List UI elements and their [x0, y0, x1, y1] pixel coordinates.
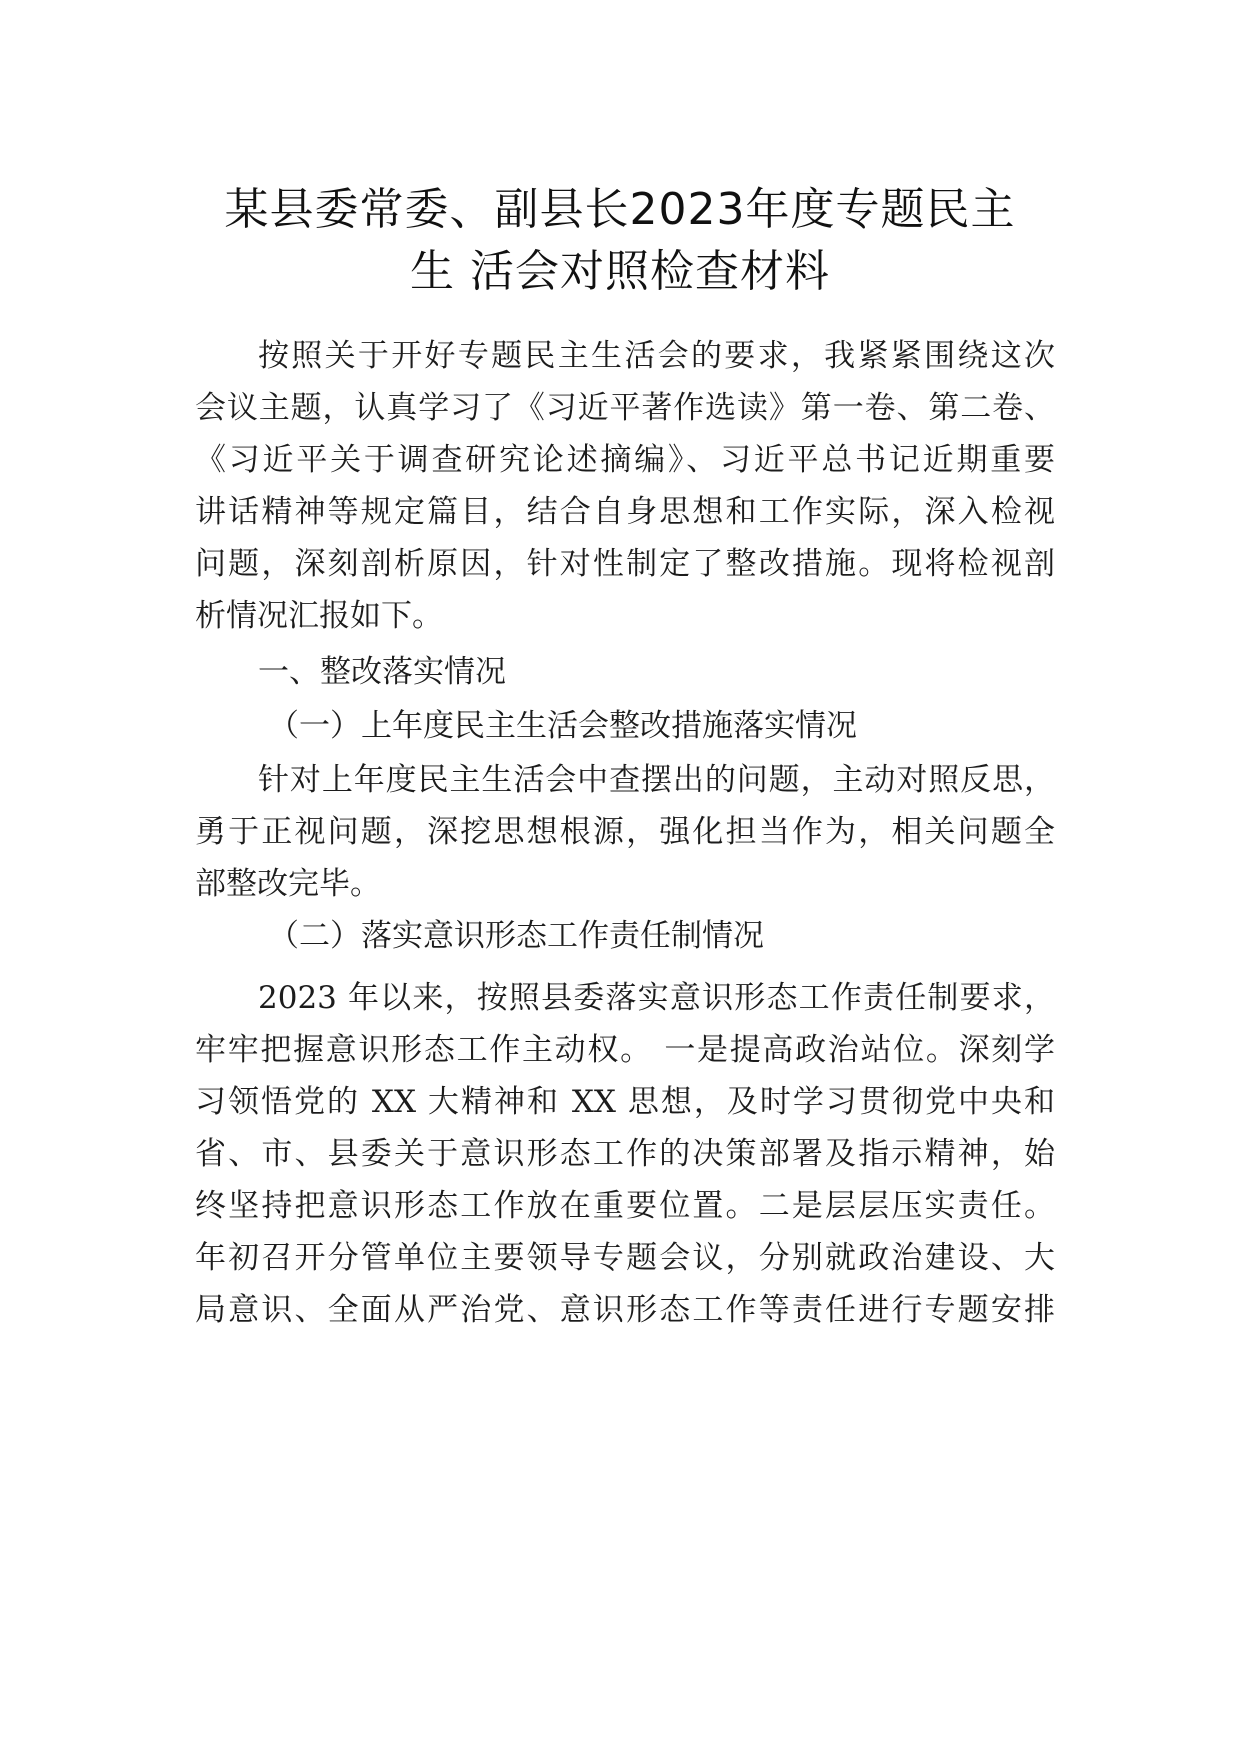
intro-line: 问题，深刻剖析原因，针对性制定了整改措施。现将检视剖 — [195, 546, 1055, 582]
subsection-heading: （二）落实意识形态工作责任制情况 — [268, 918, 764, 954]
paragraph-line: 针对上年度民主生活会中查摆出的问题，主动对照反思， — [258, 762, 1055, 798]
paragraph-line: 勇于正视问题，深挖思想根源，强化担当作为，相关问题全 — [195, 814, 1055, 850]
paragraph-line: 牢牢把握意识形态工作主动权。 一是提高政治站位。深刻学 — [195, 1032, 1055, 1068]
paragraph-line: 终坚持把意识形态工作放在重要位置。二是层层压实责任。 — [195, 1188, 1055, 1224]
document-title-line-1: 某县委常委、副县长2023年度专题民主 — [224, 184, 1016, 235]
intro-line: 《习近平关于调查研究论述摘编》、习近平总书记近期重要 — [195, 442, 1055, 478]
paragraph-line: 省、市、县委关于意识形态工作的决策部署及指示精神，始 — [195, 1136, 1055, 1172]
subsection-heading: （一）上年度民主生活会整改措施落实情况 — [268, 708, 857, 744]
paragraph-line: 年初召开分管单位主要领导专题会议，分别就政治建设、大 — [195, 1240, 1055, 1276]
paragraph-line: 局意识、全面从严治党、意识形态工作等责任进行专题安排 — [195, 1292, 1055, 1328]
intro-line: 按照关于开好专题民主生活会的要求，我紧紧围绕这次 — [258, 338, 1055, 374]
intro-line: 会议主题，认真学习了《习近平著作选读》第一卷、第二卷、 — [195, 390, 1055, 426]
paragraph-line: 习领悟党的 XX 大精神和 XX 思想，及时学习贯彻党中央和 — [195, 1084, 1055, 1120]
section-heading: 一、整改落实情况 — [258, 654, 506, 690]
intro-line: 析情况汇报如下。 — [195, 598, 443, 634]
paragraph-line: 2023 年以来，按照县委落实意识形态工作责任制要求， — [258, 980, 1055, 1016]
document-title-line-2: 生 活会对照检查材料 — [410, 246, 830, 297]
intro-line: 讲话精神等规定篇目，结合自身思想和工作实际，深入检视 — [195, 494, 1055, 530]
paragraph-line: 部整改完毕。 — [195, 866, 381, 902]
